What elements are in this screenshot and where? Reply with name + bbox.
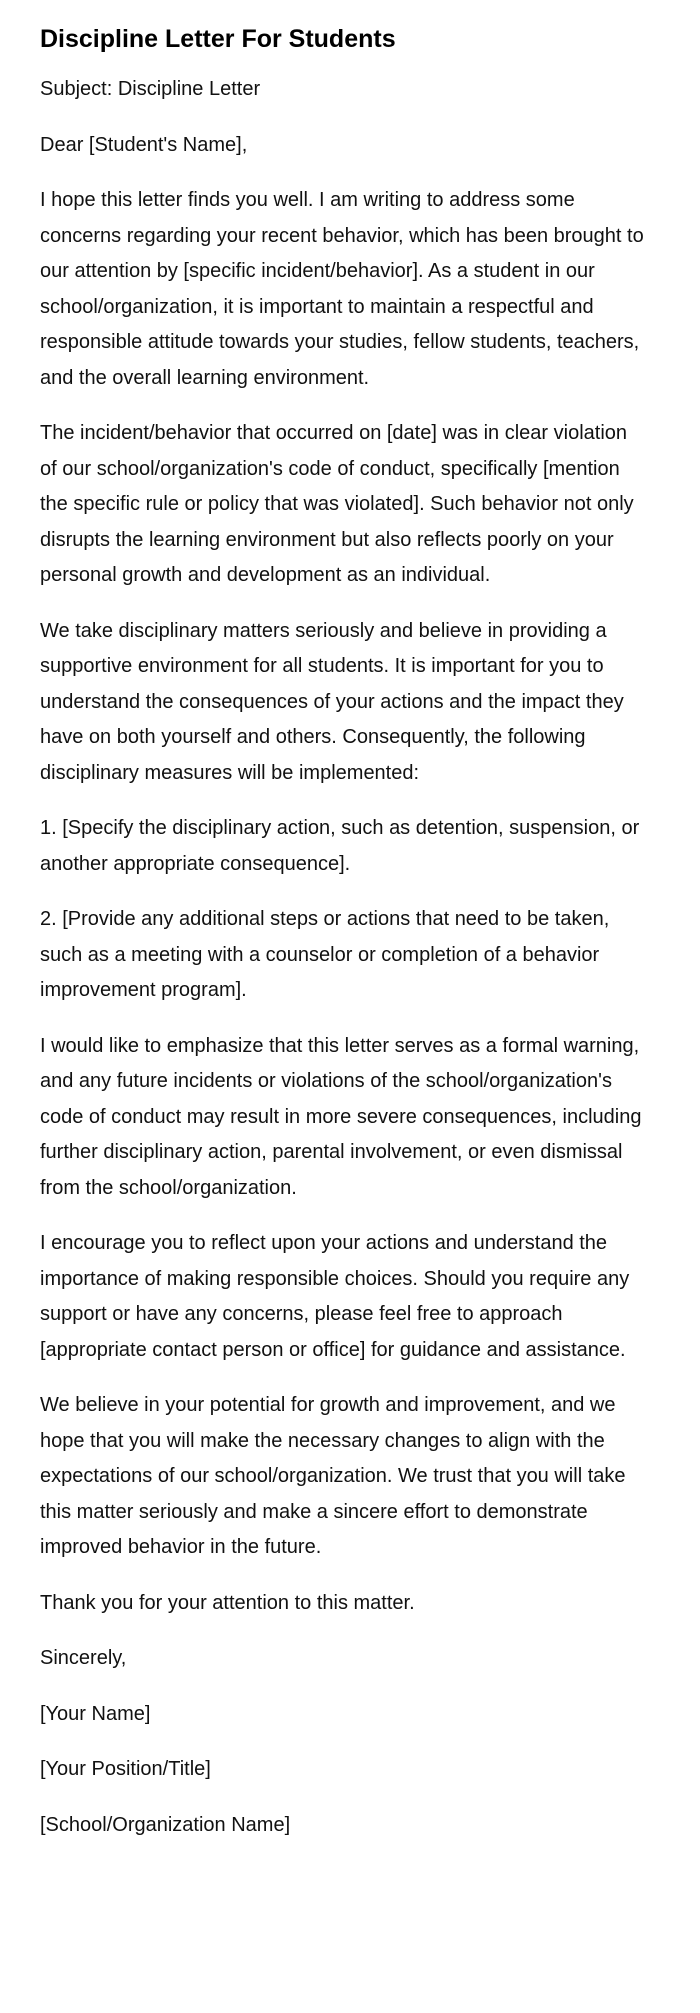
body-paragraph-measures: We take disciplinary matters seriously and believe in providing a supportive environment for all students. It is important for you to understand the consequences of your actions and the impact they have on both yourself and others. Consequently, the following disciplinary measures will be implemented: — [40, 619, 624, 784]
body-paragraph-reflect: I encourage you to reflect upon your actions and understand the importance of making responsible choices. Should you require any support or have any concerns, please feel free to approach [appropriate contact person or office] for guidance and assistance. — [40, 1232, 630, 1361]
body-paragraph-potential: We believe in your potential for growth and improvement, and we hope that you will make the necessary changes to align with the expectations of our school/organization. We trust that you will take this matter seriously and make a sincere effort to demonstrate improved behavior in the future. — [40, 1394, 626, 1558]
body-paragraph-warning: I would like to emphasize that this letter serves as a formal warning, and any future incidents or violations of the school/organization's code of conduct may result in more severe consequences, including further disciplinary action, parental involvement, or even dismissal from the school/organization. — [40, 1034, 642, 1199]
measure-item-2: 2. [Provide any additional steps or actions that need to be taken, such as a meeting with a counselor or completion of a behavior improvement program]. — [40, 908, 610, 1001]
measure-item-1: 1. [Specify the disciplinary action, such as detention, suspension, or another appropriate consequence]. — [40, 817, 640, 875]
closing-thanks: Thank you for your attention to this matter. — [40, 1591, 415, 1614]
body-paragraph-intro: I hope this letter finds you well. I am writing to address some concerns regarding your recent behavior, which has been brought to our attention by [specific incident/behavior]. As a student in our school/organization, it is important to maintain a respectful and responsible attitude towards your studies, fellow students, teachers, and the overall learning environment. — [40, 189, 644, 389]
signature-position: [Your Position/Title] — [40, 1758, 211, 1780]
body-paragraph-incident: The incident/behavior that occurred on [date] was in clear violation of our school/organization's code of conduct, specifically [mention the specific rule or policy that was violated]. Such behavior not only disrupts the learning environment but also reflects poorly on your personal growth and development as an individual. — [40, 422, 634, 586]
sign-off: Sincerely, — [40, 1647, 127, 1669]
signature-name: [Your Name] — [40, 1702, 151, 1725]
signature-organization: [School/Organization Name] — [40, 1813, 291, 1836]
salutation: Dear [Student's Name], — [40, 133, 248, 156]
subject-line: Subject: Discipline Letter — [40, 78, 261, 100]
page-title: Discipline Letter For Students — [40, 25, 396, 53]
